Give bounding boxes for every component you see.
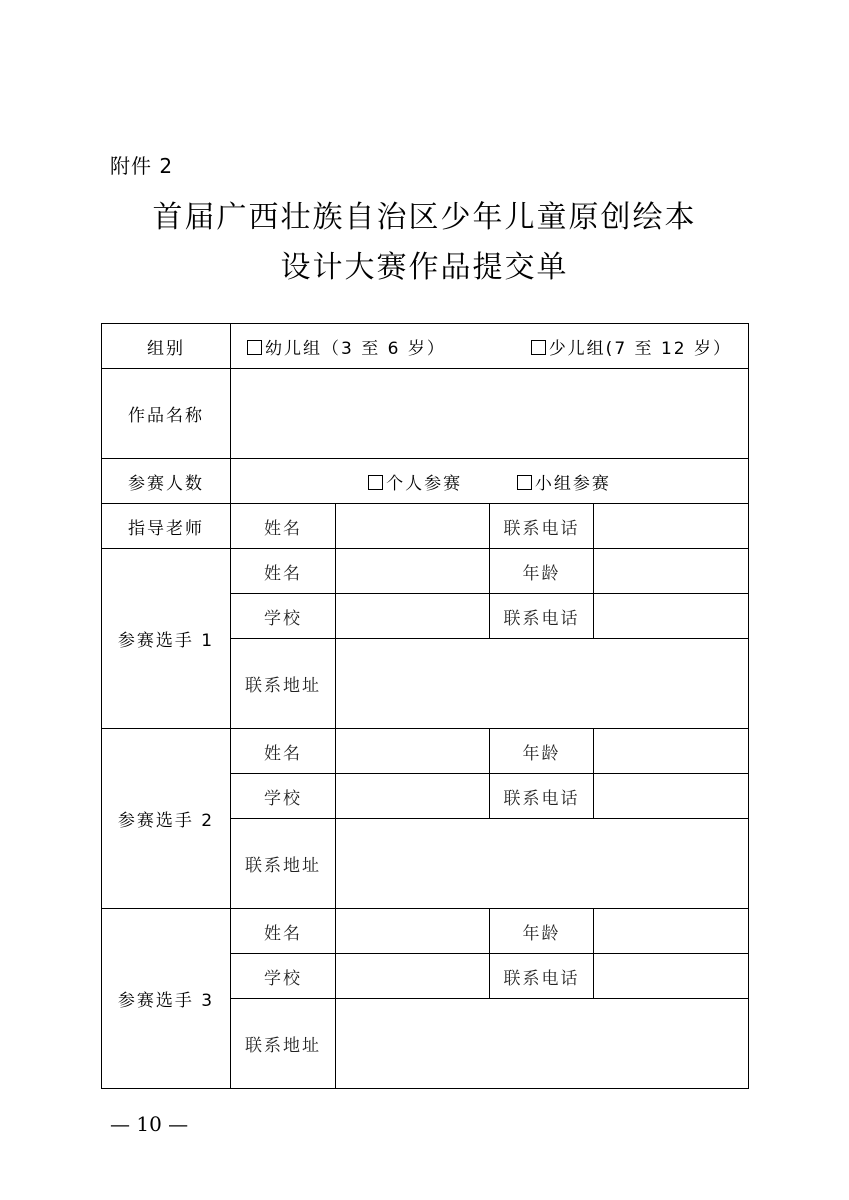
teacher-name-field[interactable]: [336, 504, 490, 549]
group-label: 组别: [102, 324, 231, 369]
attachment-label: 附件 2: [110, 154, 174, 178]
contestant-2-name-row: [102, 729, 749, 774]
contestant-1-school-field[interactable]: [336, 594, 490, 639]
checkbox-icon[interactable]: [531, 340, 546, 355]
contestant-3-label: 参赛选手 3: [102, 909, 231, 1089]
contestant-3-address-field[interactable]: [336, 999, 749, 1089]
contestant-3-name-row: [102, 909, 749, 954]
contestant-3-name-field[interactable]: [336, 909, 490, 954]
checkbox-icon[interactable]: [517, 475, 532, 490]
contestant-1-phone-label: 联系电话: [490, 594, 594, 639]
contestant-2-address-field[interactable]: [336, 819, 749, 909]
group-option-children[interactable]: 少儿组(7 至 12 岁）: [531, 334, 732, 359]
contestant-3-age-field[interactable]: [594, 909, 749, 954]
contestant-3-school-field[interactable]: [336, 954, 490, 999]
contestant-1-address-label: 联系地址: [231, 639, 336, 729]
contestant-3-name-label: 姓名: [231, 909, 336, 954]
contestant-1-name-row: [102, 549, 749, 594]
group-row: [102, 324, 749, 369]
contestant-3-phone-field[interactable]: [594, 954, 749, 999]
participants-option-individual[interactable]: 个人参赛: [368, 469, 462, 494]
contestant-1-age-label: 年龄: [490, 549, 594, 594]
contestant-2-name-field[interactable]: [336, 729, 490, 774]
group-options: [231, 324, 749, 369]
contestant-2-age-label: 年龄: [490, 729, 594, 774]
contestant-2-address-label: 联系地址: [231, 819, 336, 909]
contestant-3-address-label: 联系地址: [231, 999, 336, 1089]
contestant-1-label: 参赛选手 1: [102, 549, 231, 729]
teacher-phone-field[interactable]: [594, 504, 749, 549]
contestant-2-school-label: 学校: [231, 774, 336, 819]
contestant-1-phone-field[interactable]: [594, 594, 749, 639]
contestant-2-label: 参赛选手 2: [102, 729, 231, 909]
checkbox-icon[interactable]: [247, 340, 262, 355]
form-title-line2: 设计大赛作品提交单: [280, 250, 569, 285]
work-name-field[interactable]: [231, 369, 749, 459]
contestant-3-age-label: 年龄: [490, 909, 594, 954]
participants-row: [102, 459, 749, 504]
teacher-phone-label: 联系电话: [490, 504, 594, 549]
page-number: — 10 —: [110, 1112, 189, 1136]
group-option-preschool[interactable]: 幼儿组（3 至 6 岁）: [247, 334, 446, 359]
teacher-name-label: 姓名: [231, 504, 336, 549]
contestant-1-school-label: 学校: [231, 594, 336, 639]
contestant-1-name-label: 姓名: [231, 549, 336, 594]
work-name-label: 作品名称: [102, 369, 231, 459]
teacher-label: 指导老师: [102, 504, 231, 549]
work-name-row: [102, 369, 749, 459]
participants-option-group[interactable]: 小组参赛: [517, 469, 611, 494]
contestant-2-phone-field[interactable]: [594, 774, 749, 819]
form-title-line1: 首届广西壮族自治区少年儿童原创绘本: [152, 200, 697, 235]
contestant-2-phone-label: 联系电话: [490, 774, 594, 819]
contestant-3-school-label: 学校: [231, 954, 336, 999]
contestant-2-name-label: 姓名: [231, 729, 336, 774]
teacher-row: [102, 504, 749, 549]
submission-form-table: [101, 323, 749, 1089]
contestant-1-address-field[interactable]: [336, 639, 749, 729]
contestant-1-age-field[interactable]: [594, 549, 749, 594]
contestant-2-age-field[interactable]: [594, 729, 749, 774]
contestant-1-name-field[interactable]: [336, 549, 490, 594]
checkbox-icon[interactable]: [368, 475, 383, 490]
contestant-2-school-field[interactable]: [336, 774, 490, 819]
contestant-3-phone-label: 联系电话: [490, 954, 594, 999]
participants-label: 参赛人数: [102, 459, 231, 504]
participants-options: [231, 459, 749, 504]
